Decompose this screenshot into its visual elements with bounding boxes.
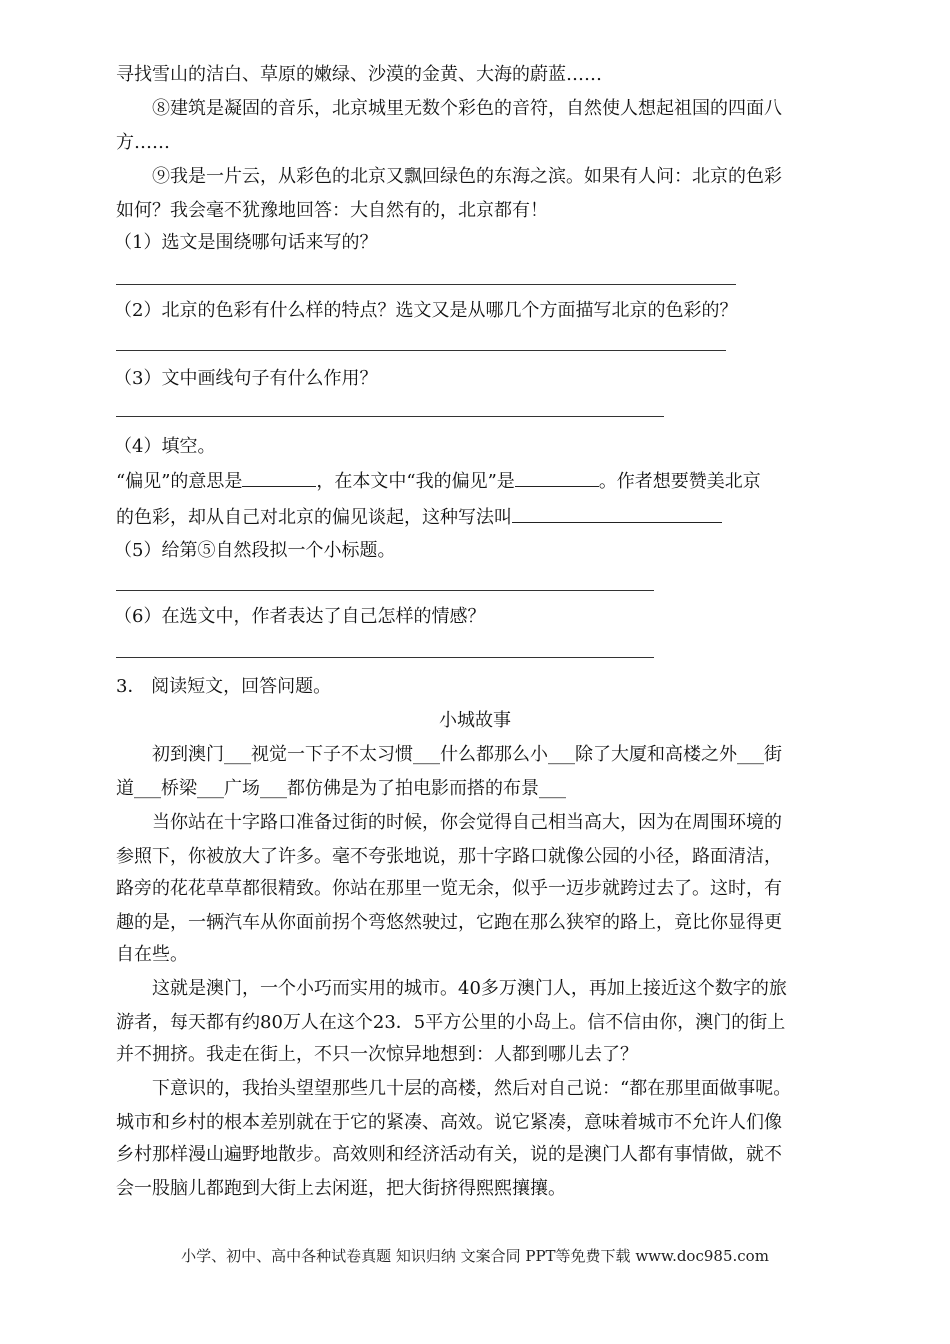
- question-6: （6）在选文中，作者表达了自己怎样的情感？: [114, 606, 486, 627]
- fill-text-a: “偏见”的意思是: [116, 471, 243, 492]
- story-p2-line3: 路旁的花花草草都很精致。你站在那里一览无余，似乎一迈步就跨过去了。这时，有: [116, 878, 782, 899]
- story-p2-line2: 参照下，你被放大了许多。毫不夸张地说，那十字路口就像公园的小径，路面清洁，: [116, 846, 782, 867]
- question-5: （5）给第⑤自然段拟一个小标题。: [114, 540, 396, 561]
- story-p2-line5: 自在些。: [116, 944, 188, 965]
- passage-p8-line2: 方……: [116, 132, 170, 153]
- passage-line: 寻找雪山的洁白、草原的嫩绿、沙漠的金黄、大海的蔚蓝……: [116, 64, 602, 85]
- story-p1-line2: 道___桥梁___广场___都仿佛是为了拍电影而搭的布景___: [116, 778, 566, 799]
- story-p4-line2: 城市和乡村的根本差别就在于它的紧凑、高效。说它紧凑，意味着城市不允许人们像: [116, 1112, 782, 1133]
- story-p3-line2: 游者，每天都有约80万人在这个23．5平方公里的小岛上。信不信由你，澳门的街上: [116, 1012, 786, 1033]
- question-1: （1）选文是围绕哪句话来写的？: [114, 232, 378, 253]
- answer-line-1: [116, 284, 736, 285]
- story-p4-line4: 会一股脑儿都跑到大街上去闲逛，把大街挤得熙熙攘攘。: [116, 1178, 566, 1199]
- passage-p8-line1: ⑧建筑是凝固的音乐，北京城里无数个彩色的音符，自然使人想起祖国的四面八: [152, 98, 782, 119]
- story-p3-line1: 这就是澳门，一个小巧而实用的城市。40多万澳门人，再加上接近这个数字的旅: [152, 978, 787, 999]
- answer-line-2: [116, 350, 726, 351]
- story-p2-line1: 当你站在十字路口准备过街的时候，你会觉得自己相当高大，因为在周围环境的: [152, 812, 782, 833]
- answer-line-6: [116, 657, 654, 658]
- question-4-fill-line2: [0, 504, 950, 531]
- fill-text-d: 的色彩，却从自己对北京的偏见谈起，这种写法叫: [116, 507, 512, 528]
- fill-blank-1[interactable]: [242, 468, 316, 487]
- story-p4-line1: 下意识的，我抬头望望那些几十层的高楼，然后对自己说：“都在那里面做事呢。: [152, 1078, 792, 1099]
- story-p1-line1: 初到澳门___视觉一下子不太习惯___什么都那么小___除了大厦和高楼之外___街: [152, 744, 782, 765]
- question-3: （3）文中画线句子有什么作用？: [114, 368, 378, 389]
- answer-line-5: [116, 590, 654, 591]
- question-4: （4）填空。: [114, 436, 216, 457]
- story-p2-line4: 趣的是，一辆汽车从你面前拐个弯悠然驶过，它跑在那么狭窄的路上，竟比你显得更: [116, 912, 782, 933]
- story-p4-line3: 乡村那样漫山遍野地散步。高效则和经济活动有关，说的是澳门人都有事情做，就不: [116, 1144, 782, 1165]
- fill-blank-3[interactable]: [512, 504, 722, 523]
- question-4-fill-line1: [0, 468, 950, 495]
- question-2: （2）北京的色彩有什么样的特点？选文又是从哪几个方面描写北京的色彩的？: [114, 300, 738, 321]
- answer-line-3: [116, 416, 664, 417]
- fill-text-c: 。作者想要赞美北京: [598, 471, 761, 492]
- fill-blank-2[interactable]: [515, 468, 599, 487]
- story-title: 小城故事: [439, 710, 511, 731]
- fill-text-b: ，在本文中“我的偏见”是: [316, 471, 515, 492]
- section-3-heading: 3． 阅读短文，回答问题。: [116, 676, 332, 697]
- page-footer: 小学、初中、高中各种试卷真题 知识归纳 文案合同 PPT等免费下载 www.doc985.com: [181, 1247, 769, 1265]
- passage-p9-line1: ⑨我是一片云，从彩色的北京又飘回绿色的东海之滨。如果有人问：北京的色彩: [152, 166, 782, 187]
- passage-p9-line2: 如何？我会毫不犹豫地回答：大自然有的，北京都有！: [116, 200, 548, 221]
- story-p3-line3: 并不拥挤。我走在街上，不只一次惊异地想到：人都到哪儿去了？: [116, 1044, 638, 1065]
